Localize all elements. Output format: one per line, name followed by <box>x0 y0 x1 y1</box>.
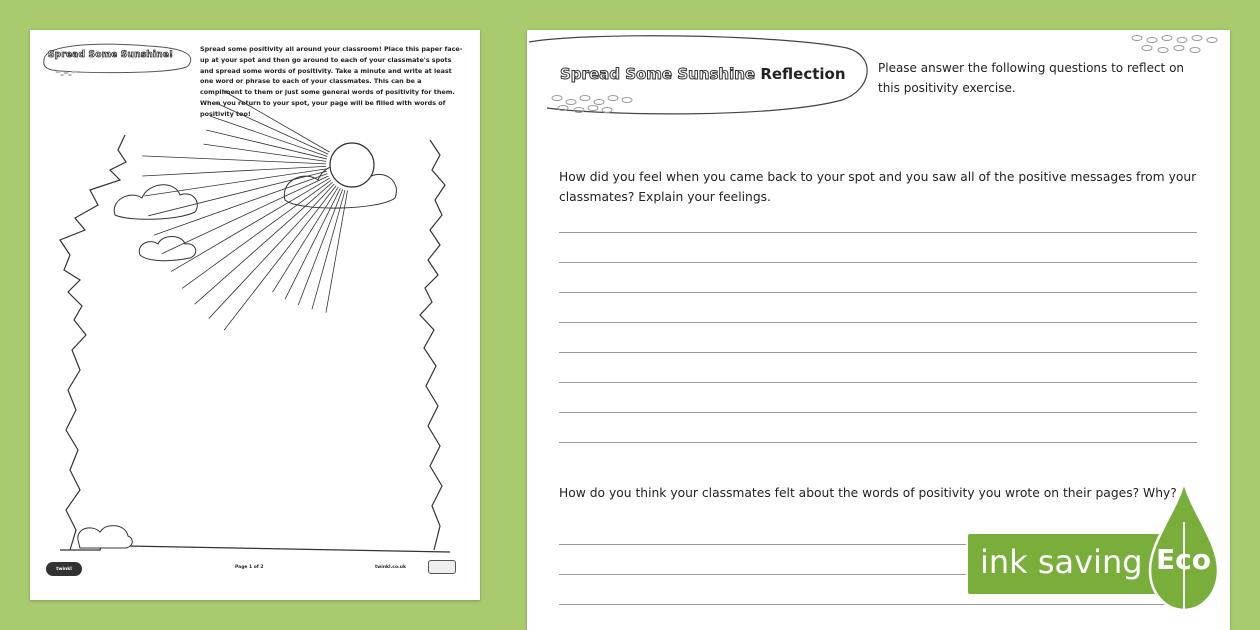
answer-line[interactable] <box>559 412 1197 413</box>
question-2: How do you think your classmates felt about the words of positivity you wrote on their pages? Why? <box>559 486 1177 500</box>
sun-ray <box>206 130 327 159</box>
page-2-intro: Please answer the following questions to reflect on this positivity exercise. <box>878 61 1185 95</box>
sun-ray <box>326 191 348 313</box>
sunshine-cloud-illustration <box>30 30 480 600</box>
footer-badge-icon <box>428 560 456 574</box>
answer-line[interactable] <box>559 232 1197 233</box>
page-1-instructions: Spread some positivity all around your classroom! Place this paper face-up at your spot and then go around to each of your classmate's spots and spread some words of positivity. Take a minute and write at least one word or phrase to each of your classmates. This can be a compliment to them or just some general words of positivity for them. When you return to your spot, your page will be filled with words of positivity too! <box>200 45 463 118</box>
title-bold-text: Reflection <box>760 65 846 83</box>
ink-saving-label: ink saving <box>980 543 1143 581</box>
question-1: How did you feel when you came back to your spot and you saw all of the positive messages from your classmates? Explain your feelings. <box>559 170 1197 204</box>
eco-ink-saving-badge <box>966 532 1246 596</box>
answer-line[interactable] <box>559 322 1197 323</box>
twinkl-logo: twinkl <box>46 562 82 576</box>
title-outline-text: Spread Some Sunshine <box>560 65 756 83</box>
sun-ray <box>216 103 329 154</box>
sun-ray <box>210 116 327 156</box>
sun-ray <box>195 182 333 304</box>
sun-ray <box>203 144 326 161</box>
page-1-title: Spread Some Sunshine! <box>48 50 174 60</box>
answer-line[interactable] <box>559 382 1197 383</box>
sun-ray <box>142 166 326 176</box>
answer-line[interactable] <box>559 352 1197 353</box>
sun-ray <box>222 90 329 152</box>
sun-ray <box>142 156 326 164</box>
footer-url: twinkl.co.uk <box>375 565 406 570</box>
eco-label: Eco <box>1156 543 1211 576</box>
answer-line[interactable] <box>559 262 1197 263</box>
answer-line[interactable] <box>559 292 1197 293</box>
sun-ray <box>209 184 334 319</box>
page-2-title <box>560 65 846 83</box>
worksheet-page-1 <box>30 30 480 600</box>
page-number: Page 1 of 2 <box>235 565 264 570</box>
answer-line[interactable] <box>559 442 1197 443</box>
